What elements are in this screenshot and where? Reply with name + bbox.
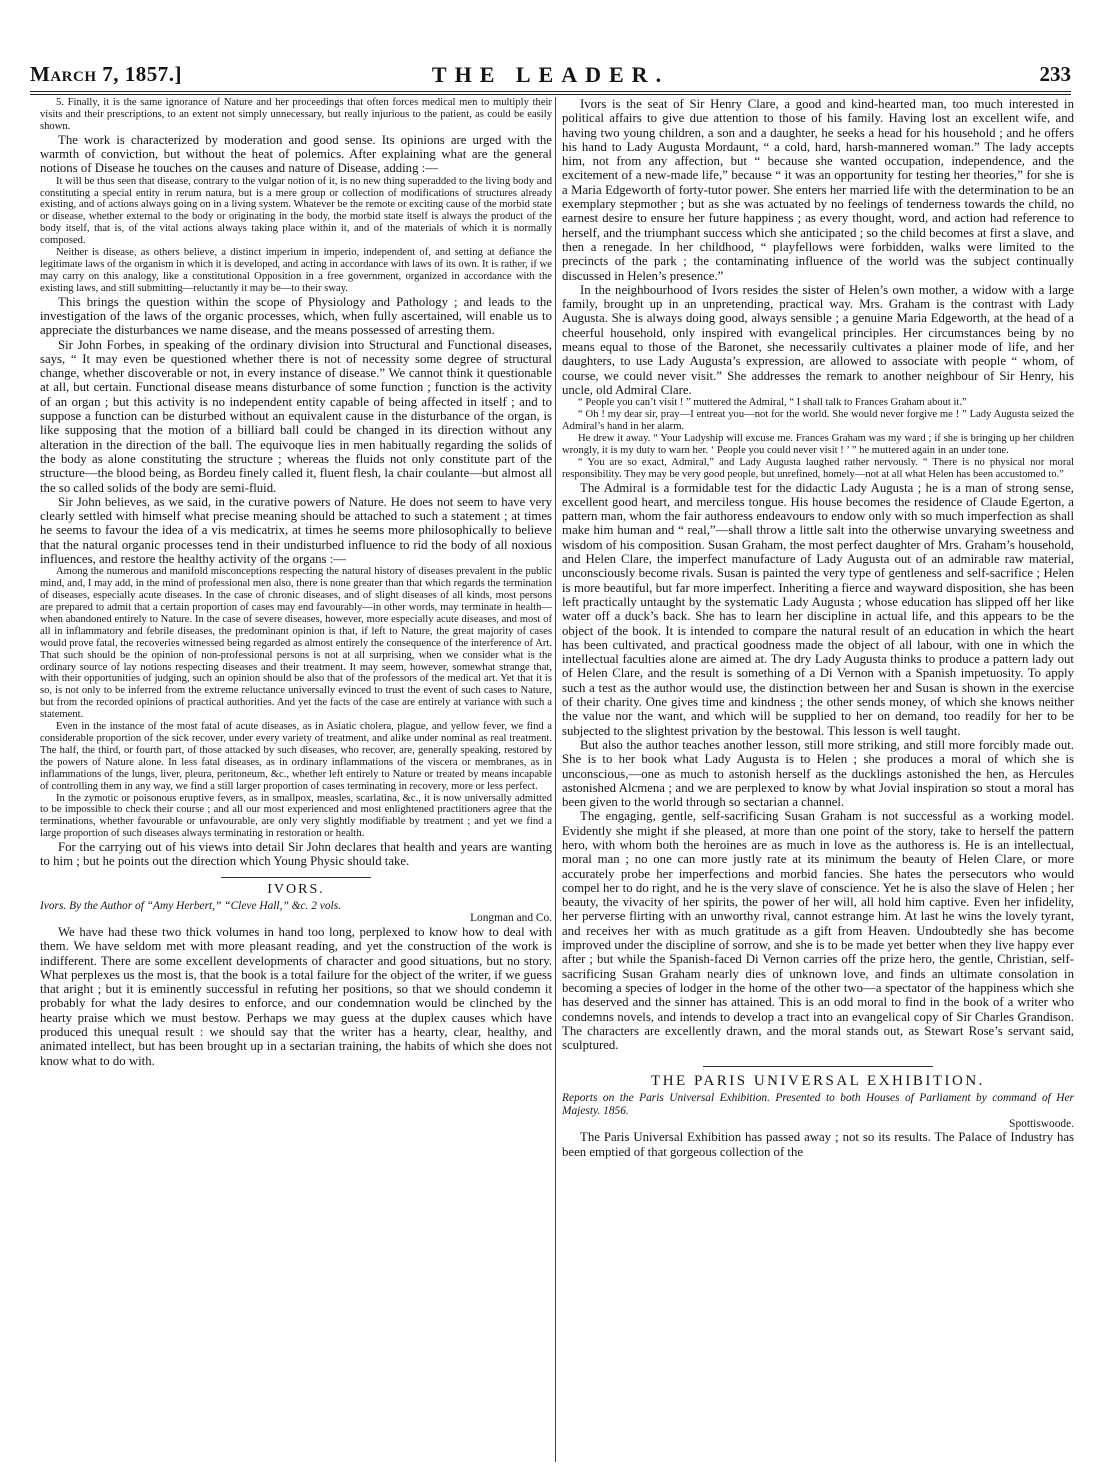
quote-paragraph: It will be thus seen that disease, contrary to the vulgar notion of it, is no new thing superadded to the living body and constituting a special entity in rerum natura, but is a mere group or collection of modifications of structures already existing, and of actions always going on in a living system. Whatever be the remote or exciting cause of the morbid state or disease, whether external to the body or originating in the body, the morbid state itself is always the product of the body itself, that is, of the vital actions always taking place within it, and of the materials of which it is normally composed. — [40, 175, 552, 247]
page-number: 233 — [1039, 62, 1071, 86]
quote-paragraph: “ Oh ! my dear sir, pray—I entreat you—not for the world. She would never forgive me ! ” Lady Augusta seized the Admiral’s hand in her alarm. — [562, 409, 1074, 433]
quote-paragraph: Among the numerous and manifold misconceptions respecting the natural history of diseases prevalent in the public mind, and, I may add, in the mind of professional men also, there is none greater than that which regards the termination of diseases, especially acute diseases. In the case of chronic diseases, and of slight diseases of all kinds, most persons are prepared to admit that a certain proportion of cases may end favourably—in other words, may terminate in health—when abandoned entirely to Nature. In the case of severe diseases, however, more especially acute diseases, and most of all in inflammatory and febrile diseases, the predominant opinion is that, if left to Nature, the great majority of cases would prove fatal, the recoveries witnessed being regarded as almost entirely the consequence of the interference of Art. That such should be the opinion of non-professional persons is not at all surprising, when we consider what is the ordinary source of lay notions respecting diseases and their treatment. It may seem, however, somewhat strange that, with their opportunities of judging, such an opinion should be also that of the professors of the medical art. Yet that it is so, is not only to be inferred from the extreme reluctance universally evinced to trust the event of such cases to Nature, but from the recorded opinions of practical authorities. And yet the facts of the case are entirely at variance with such a statement. — [40, 566, 552, 721]
review-paragraph: Sir John Forbes, in speaking of the ordinary division into Structural and Functional diseases, says, “ It may even be questioned whether there is not of necessity some degree of structural change, whether discoverable or not, in every instance of disease.” We cannot think it questionable at all, but certain. Functional disease means disturbance of some function ; function is the activity of an organ ; but this activity is no independent entity capable of being affected in itself ; and to suppose a function can be disturbed without an equivalent cause in the disturbance of the organ, is like supposing that the motion of a billiard ball could be changed in its direction without any alteration in the direction of the ball. The equivoque lies in men habitually regarding the solids of the body as alone constituting the structure ; whereas the fluids not only constitute part of the structure—the blood being, as Bordeu finely called it, fluent flesh, la chair coulante—but almost all the so called solids of the body are semi-fluid. — [40, 337, 552, 495]
section-divider — [221, 877, 371, 878]
publisher: Spottiswoode. — [1009, 1117, 1074, 1130]
left-column — [40, 97, 552, 1462]
quote-paragraph: Even in the instance of the most fatal of acute diseases, as in Asiatic cholera, plague, and yellow fever, we find a considerable proportion of the sick recover, under every variety of treatment, and alike under nominal as real treatment. The half, the third, or fourth part, of those attacked by such diseases, who recover, are, generally speaking, restored by the powers of Nature alone. In less fatal diseases, as in ordinary inflammations of the viscera or membranes, as in inflammations of the lungs, liver, pleura, peritoneum, &c., whether left entirely to Nature or treated by means incapable of controlling them in any way, we find a still larger proportion of cases terminating in recovery, more or less perfect. — [40, 721, 552, 792]
review-paragraph: But also the author teaches another lesson, still more striking, and still more forcibly made out. She is to her book what Lady Augusta is to Helen ; she produces a moral of which she is unconscious,—one as much to astonish herself as the ducklings astonished the hen, as Hercules astonished Alcmena ; and we are perplexed to know by what Jovial inspiration so stout a moral has been given to the world through so sectarian a channel. — [562, 737, 1074, 810]
publisher: Longman and Co. — [470, 912, 552, 925]
header-rule-thin — [30, 94, 1071, 95]
page-header — [30, 62, 1071, 92]
quote-paragraph: Neither is disease, as others believe, a distinct imperium in imperio, independent of, and setting at defiance the legitimate laws of the organism in which it is developed, and acting in accordance with laws of its own. It is rather, if we may carry on this analogy, like a constitutional Opposition in a free government, organized in accordance with the existing laws, and still submitting—reluctantly it may be—to their sway. — [40, 247, 552, 294]
review-paragraph: The Admiral is a formidable test for the didactic Lady Augusta ; he is a man of strong sense, excellent good heart, and merciless tongue. His house becomes the residence of Claude Egerton, a pattern man, whom the fair authoress endeavours to endow only with so much imperfection as shall make him human and “ real,”—shall throw a little salt into the otherwise unvarying sweetness and wisdom of his composition. Susan Graham, the most perfect daughter of Mrs. Graham’s household, and Helen Clare, the imperfect manufacture of Lady Augusta out of an admirable raw material, unconsciously become rivals. Susan is painted the very type of gentleness and self-sacrifice ; Helen is more beautiful, but far more imperfect. Inheriting a fierce and wayward disposition, she has been left practically untaught by the systematic Lady Augusta ; whose education has slipped off her like water off a duck’s back. She has to learn her discipline in actual life, and this appears to be the object of the book. It is intended to compare the natural result of an education in which the heart has been cultivated, and practical goodness made the object of all labour, with one in which the intellectual faculties alone are aimed at. The dry Lady Augusta thinks to produce a pattern lady out of Helen Clare, and the result is something of a Di Vernon with a Spanish impetuosity. To apply such a test as the author would use, the distinction between her and Susan is shown in the exercise of their charity. One gives time and kindness ; the other sends money, of which she knows neither the value nor the want, and which will be supplied to her on demand, too readily for her to be subjected to the slightest privation by the bestowal. This lesson is well taught. — [562, 480, 1074, 738]
review-paragraph: The engaging, gentle, self-sacrificing Susan Graham is not successful as a working model. Evidently she might if she pleased, at more than one point of the story, take to herself the pattern hero, with whom both the heroines are as much in love as the authoress is. He is an intellectual, moral man ; no one can more justly rate at its minimum the beauty of Helen Clare, or more accurately probe her imperfections and morbid fancies. She hates the persecutors who would compel her to do right, and he is the very slave of conscience. Yet he is also the slave of Helen ; her beauty, the vivacity of her spirits, the power of her will, all hold him captive. Even her infidelity, her perverse flirting with an unworthy rival, cannot estrange him. At last he wins the lovely tyrant, and receives her with as much gratitude as a gift from Heaven. Undoubtedly she has become improved under the discipline of sorrow, and she is to be made yet better when they live happy ever after ; but while the Spanish-faced Di Vernon carries off the prize hero, the gentle, Christian, self-sacrificing Susan Graham nearly dies of unknown love, and finds an ultimate consolation in becoming a species of lodger in the home of the other two—a spectator of the happiness which she has deserved and the sinner has attained. This is an odd moral to find in the book of a writer who condemns novels, and intends to develop a tract into an evangelical copy of Sir Charles Grandison. The characters are excellently drawn, and the moral stands out, as Stewart Rose’s servant said, sculptured. — [562, 809, 1074, 1053]
header-date: March 7, 1857.] — [30, 62, 182, 86]
review-paragraph: In the neighbourhood of Ivors resides the sister of Helen’s own mother, a widow with a large family, brought up in an unpretending, practical way. Mrs. Graham is the contrast with Lady Augusta. She is always doing good, always sensible ; a genuine Maria Edgeworth, at the head of a cheerful household, only inspired with evangelical principles. Her circumstances being by no means equal to those of the Baronet, she necessarily cultivates a plainer mode of life, and her daughters, to use Lady Augusta’s expression, are allowed to associate with people “ whom, of course, we could never visit.” She addresses the remark to another neighbour of Sir Henry, his uncle, old Admiral Clare. — [562, 282, 1074, 397]
quote-paragraph: In the zymotic or poisonous eruptive fevers, as in smallpox, measles, scarlatina, &c., it is now universally admitted to be impossible to check their course ; and all our most experienced and most enlightened practitioners agree that the terminations, whether favourable or unfavourable, are only very slightly modifiable by treatment ; and yet we find a large proportion of such diseases always terminating in restoration or health. — [40, 792, 552, 840]
book-citation: Ivors. By the Author of “Amy Herbert,” “Cleve Hall,” &c. 2 vols. — [40, 899, 341, 912]
book-citation: Reports on the Paris Universal Exhibition. Presented to both Houses of Parliament by command of Her Majesty. 1856. — [562, 1092, 1074, 1118]
review-paragraph: The work is characterized by moderation and good sense. Its opinions are urged with the warmth of conviction, but without the heat of polemics. After explaining what are the general notions of Disease he touches on the causes and nature of Disease, adding :— — [40, 132, 552, 176]
quote-paragraph: 5. Finally, it is the same ignorance of Nature and her proceedings that often forces medical men to multiply their visits and their prescriptions, to an extent not simply unnecessary, but really injurious to the patient, as could be easily shown. — [40, 97, 552, 132]
review-paragraph: For the carrying out of his views into detail Sir John declares that health and years are wanting to him ; but he points out the direction which Young Physic should take. — [40, 840, 552, 869]
right-column — [562, 97, 1074, 1462]
review-paragraph: This brings the question within the scope of Physiology and Pathology ; and leads to the investigation of the laws of the organic processes, which, when fully ascertained, will enable us to appreciate the disturbances we name disease, and the means possessed of arresting them. — [40, 294, 552, 338]
quote-paragraph: “ You are so exact, Admiral,” and Lady Augusta laughed rather nervously. “ There is no physical nor moral responsibility. They may be very good people, but unrefined, homely—not at all what Helen has been accustomed to.” — [562, 456, 1074, 480]
review-paragraph: Sir John believes, as we said, in the curative powers of Nature. He does not seem to have very clearly settled with himself what precise meaning should be attached to such a statement ; at times he seems to favour the idea of a vis medicatrix, at times he seems more philosophically to believe that the natural organic processes tend in their undisturbed influence to rid the body of all noxious influences, and restore the healthy activity of the organs :— — [40, 494, 552, 567]
quote-paragraph: He drew it away. “ Your Ladyship will excuse me. Frances Graham was my ward ; if she is bringing up her children wrongly, it is my duty to warn her. ‘ People you could never visit ! ’ ” he muttered again in an under tone. — [562, 432, 1074, 456]
quote-paragraph: “ People you can’t visit ! ” muttered the Admiral, “ I shall talk to Frances Graham about it.” — [578, 397, 967, 409]
review-paragraph: Ivors is the seat of Sir Henry Clare, a good and kind-hearted man, too much interested in political affairs to give due attention to those of his family. Having lost an excellent wife, and having two young children, a son and a daughter, he seeks a head for his household ; and he offers his hand to Lady Augusta Mordaunt, “ a cold, hard, harsh-mannered woman.” The lady accepts him, not from any affection, but “ because she wanted occupation, independence, and the excitement of a new-made life,” because “ it was an opportunity for testing her theories,” for she is a Maria Edgeworth of forty-tutor power. She enters her married life with the determination to be an exemplary stepmother ; but as she was actuated by no feelings of tenderness towards the child, no earnest desire to ensure her future happiness ; as every thought, word, and action had reference to herself, and the triumphant success which she anticipated ; so the child becomes at first a slave, and then a renegade. In her childhood, “ playfellows were forbidden, walks were limited to the precincts of the park ; the contaminating influence of the world was the subject continually discussed in Helen’s presence.” — [562, 97, 1074, 283]
review-heading: THE PARIS UNIVERSAL EXHIBITION. — [651, 1073, 985, 1090]
column-divider — [555, 97, 556, 1462]
header-title: THE LEADER. — [431, 62, 670, 87]
review-paragraph: The Paris Universal Exhibition has passed away ; not so its results. The Palace of Industry has been emptied of that gorgeous collection of the — [562, 1130, 1074, 1159]
review-paragraph: We have had these two thick volumes in hand too long, perplexed to know how to deal with them. We have seldom met with more pleasant reading, and yet the construction of the work is indifferent. There are some excellent developments of character and good situations, but no story. What perplexes us the most is, that the book is a total failure for the object of the writer, if we guess that aright ; but it is eminently successful in refuting her positions, so that we should condemn it probably for what the lady desires to enforce, and our condemnation would be clinched by the hearty praise which we must bestow. Perhaps we may guess at the duplex causes which have produced this unequal result : we should say that the writer has a hearty, clear, healthy, and animated intellect, but has been brought up in a sectarian training, the habits of which she does not know what to do with. — [40, 924, 552, 1068]
section-divider — [703, 1066, 933, 1067]
header-rule — [30, 91, 1071, 92]
review-heading: IVORS. — [267, 881, 325, 897]
